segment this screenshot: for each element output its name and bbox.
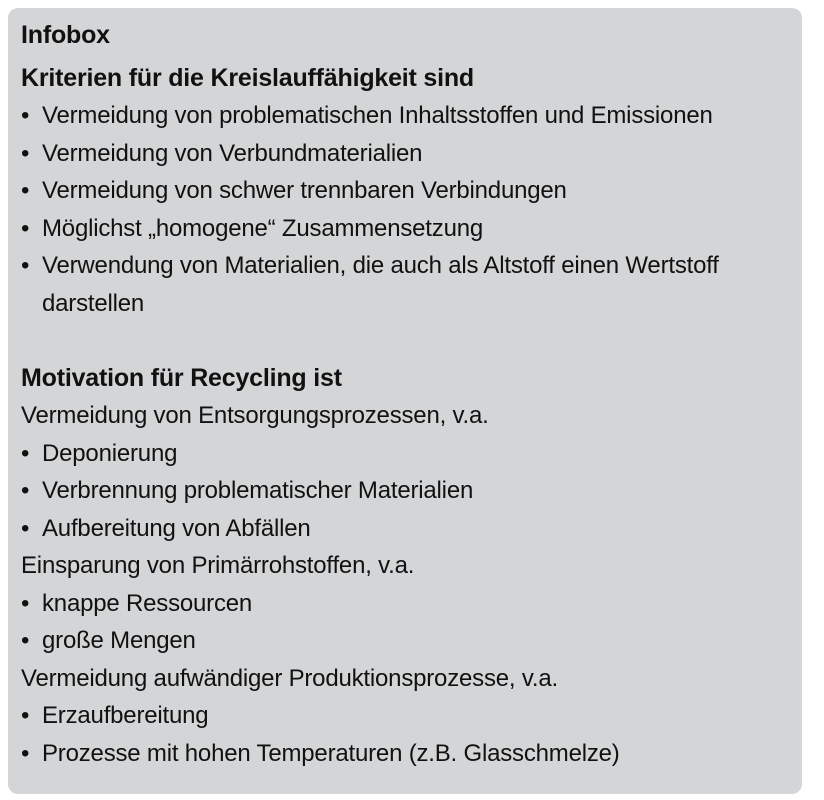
list-item-text: Aufbereitung von Abfällen xyxy=(42,514,311,542)
bullet-icon: • xyxy=(21,702,30,729)
list-item xyxy=(21,135,788,173)
bullet-icon: • xyxy=(21,439,30,467)
list-item xyxy=(21,585,788,623)
group-intro-disposal: Vermeidung von Entsorgungsprozessen, v.a. xyxy=(21,402,489,429)
raw-materials-list xyxy=(21,585,788,660)
section-heading-criteria: Kriterien für die Kreislauffähigkeit sind xyxy=(21,64,475,92)
bullet-icon: • xyxy=(21,252,30,279)
list-item xyxy=(21,697,788,735)
bullet-icon: • xyxy=(21,214,30,242)
bullet-icon: • xyxy=(21,477,30,504)
list-item xyxy=(21,735,788,773)
bullet-icon: • xyxy=(21,177,30,204)
infobox-title: Infobox xyxy=(21,21,110,49)
list-item xyxy=(21,510,788,548)
list-item-text: Möglichst „homogene“ Zusammensetzung xyxy=(42,214,484,242)
production-list xyxy=(21,697,788,772)
list-item-text: Vermeidung von schwer trennbaren Verbindungen xyxy=(42,177,567,204)
list-item-text: knappe Ressourcen xyxy=(42,589,253,617)
list-item xyxy=(21,97,788,135)
list-item-text: Vermeidung von problematischen Inhaltsstoffen und Emissionen xyxy=(42,102,713,129)
bullet-icon: • xyxy=(21,589,30,617)
bullet-icon: • xyxy=(21,739,30,767)
list-item-text: Vermeidung von Verbundmaterialien xyxy=(42,139,423,167)
section-spacer xyxy=(21,322,788,360)
section-heading-motivation: Motivation für Recycling ist xyxy=(21,364,342,392)
list-item xyxy=(21,435,788,473)
bullet-icon: • xyxy=(21,514,30,542)
bullet-icon: • xyxy=(21,139,30,167)
criteria-list xyxy=(21,97,788,322)
group-intro-production: Vermeidung aufwändiger Produktionsprozesse, v.a. xyxy=(21,664,558,692)
list-item xyxy=(21,247,788,322)
disposal-list xyxy=(21,435,788,548)
list-item-text: große Mengen xyxy=(42,627,196,654)
list-item-text: Deponierung xyxy=(42,439,178,467)
list-item-text: Verwendung von Materialien, die auch als Altstoff einen Wertstoff darstellen xyxy=(42,252,719,317)
list-item-text: Prozesse mit hohen Temperaturen (z.B. Glasschmelze) xyxy=(42,739,620,767)
list-item xyxy=(21,172,788,210)
bullet-icon: • xyxy=(21,627,30,654)
list-item-text: Verbrennung problematischer Materialien xyxy=(42,477,474,504)
bullet-icon: • xyxy=(21,102,30,129)
list-item xyxy=(21,472,788,510)
list-item-text: Erzaufbereitung xyxy=(42,702,209,729)
list-item xyxy=(21,210,788,248)
infobox-panel xyxy=(8,8,802,794)
list-item xyxy=(21,622,788,660)
group-intro-raw-materials: Einsparung von Primärrohstoffen, v.a. xyxy=(21,552,415,579)
